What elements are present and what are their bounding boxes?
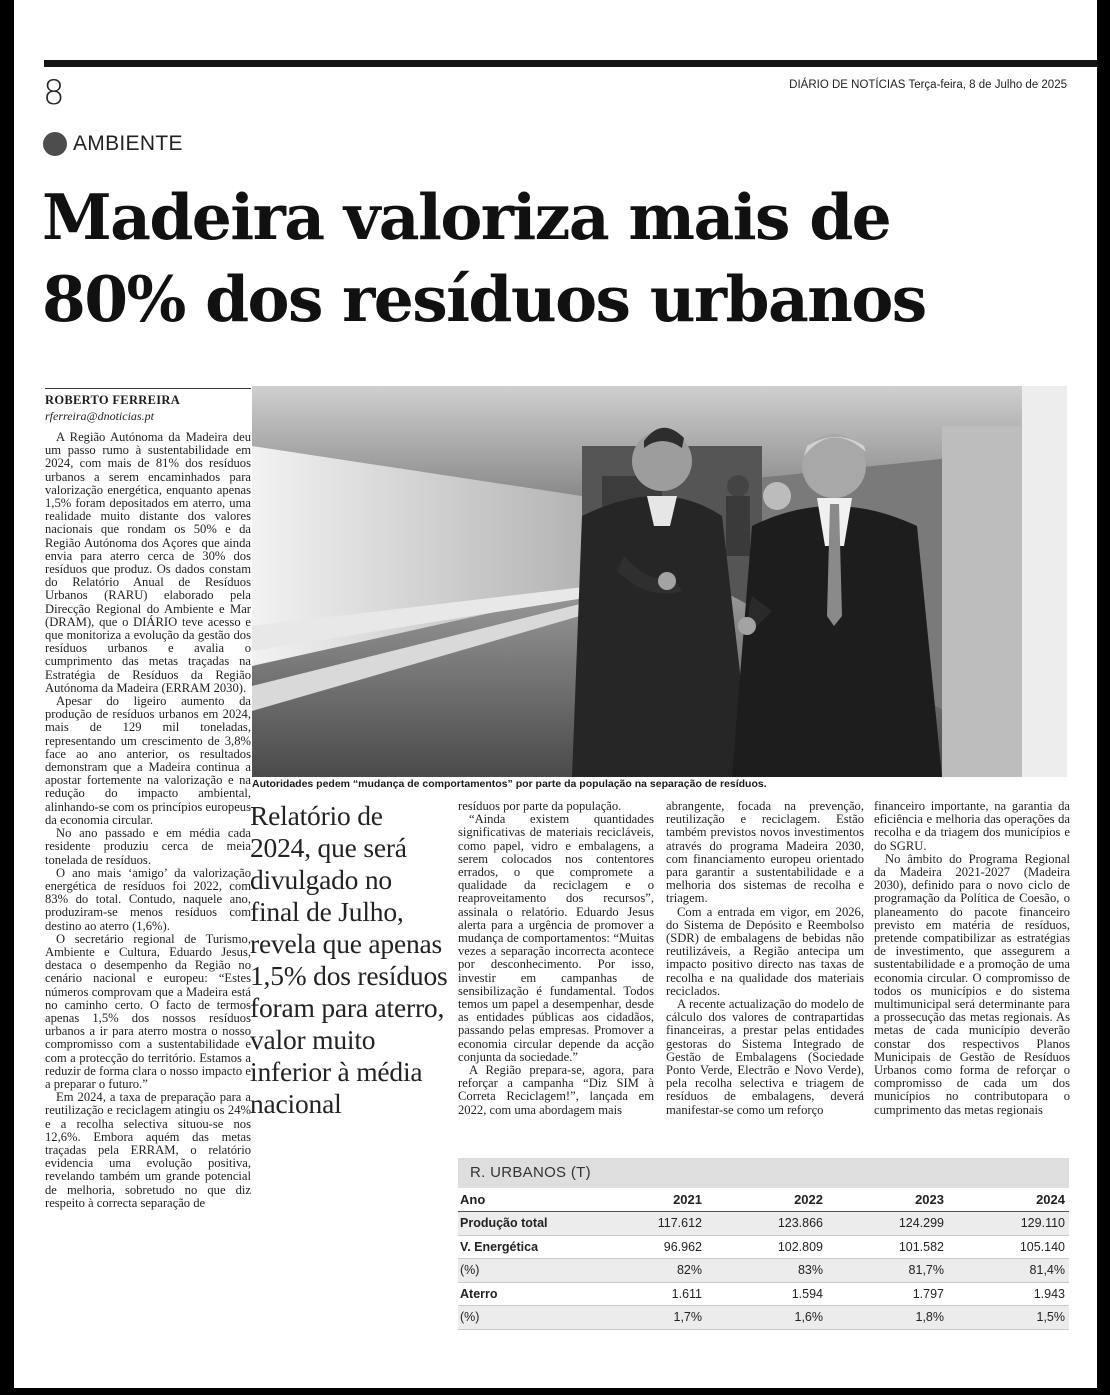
table-cell: 1.611 bbox=[671, 1286, 702, 1301]
table-cell: 83% bbox=[797, 1263, 823, 1278]
table-cell: (%) bbox=[460, 1263, 480, 1278]
table-cell: 82% bbox=[676, 1263, 702, 1278]
table-header-cell: 2022 bbox=[794, 1192, 823, 1207]
section-name: AMBIENTE bbox=[73, 132, 183, 155]
data-table bbox=[458, 1188, 1069, 1330]
table-cell: 81,7% bbox=[908, 1263, 944, 1278]
table-cell: 1.943 bbox=[1033, 1286, 1065, 1301]
table-cell: Produção total bbox=[460, 1216, 548, 1231]
table-header-cell: 2023 bbox=[915, 1192, 944, 1207]
paragraph: A Região prepara-se, agora, para reforçar a campanha “Diz SIM à Correta Reciclagem!”, lançada em 2022, com uma abordagem mais bbox=[458, 1063, 654, 1117]
paragraph: Em 2024, a taxa de preparação para a reutilização e reciclagem atingiu os 24% e a recolha selectiva situou-se nos 12,6%. Embora aquém das metas traçadas pela ERRAM, o relatório evidencia uma evolução positiva, revelando também um grande potencial de melhoria, sobretudo no que diz respeito à correcta separação de bbox=[45, 1090, 251, 1210]
paragraph: abrangente, focada na prevenção, reutilização e reciclagem. Estão também previstos novos investimentos através do programa Madeira 2030, com financiamento europeu orientado para garantir a sustentabilidade e a melhoria dos sistemas de recolha e triagem. bbox=[666, 799, 864, 906]
table-header-cell: 2024 bbox=[1036, 1192, 1065, 1207]
paragraph: No âmbito do Programa Regional da Madeira 2021-2027 (Madeira 2030), definido para o novo ciclo de programação da Política de Coesão, o planeamento do pacote financeiro previsto em matéria de resíduos, pretende compatibilizar as estratégias de investimento, que assegurem a sustentabilidade e a promoção de uma economia circular. O compromisso de todos os municípios e do sistema multimunicipal será determinante para a prossecução das metas regionais. As metas de cada município deverão constar dos respectivos Planos Municipais de Gestão de Resíduos Urbanos como forma de reforçar o compromisso de cada um dos municípios no contributopara o cumprimento das metas regionais bbox=[874, 851, 1070, 1117]
paragraph: O ano mais ‘amigo’ da valorização energética de resíduos foi 2022, com 83% do total. Contudo, naquele ano, produziram-se menos resíduos com destino ao aterro (1,6%). bbox=[45, 865, 251, 933]
article-column-3 bbox=[458, 800, 654, 1117]
table-cell: 1.594 bbox=[791, 1286, 823, 1301]
headline bbox=[42, 176, 1097, 340]
pull-quote: Relatório de 2024, que será divulgado no final de Julho, revela que apenas 1,5% dos resíduos foram para aterro, valor muito inferior à média nacional bbox=[250, 800, 448, 1119]
table-cell: 101.582 bbox=[898, 1239, 944, 1254]
table-title: R. URBANOS (T) bbox=[458, 1158, 1069, 1188]
table-cell: 1,6% bbox=[794, 1310, 823, 1325]
section-dot-icon bbox=[43, 132, 67, 156]
table-cell: 1,7% bbox=[673, 1310, 702, 1325]
table-cell: Aterro bbox=[460, 1286, 498, 1301]
paragraph: Apesar do ligeiro aumento da produção de resíduos urbanos em 2024, mais de 129 mil toneladas, representando um crescimento de 3,8% face ao ano anterior, os resultados demonstram que a Madeira continua a apostar fortemente na valorização e na redução do impacto ambiental, alinhando-se com os princípios europeus da economia circular. bbox=[45, 694, 251, 827]
table-row bbox=[458, 1235, 1069, 1259]
byline: ROBERTO FERREIRA bbox=[45, 393, 181, 407]
table-row bbox=[458, 1212, 1069, 1236]
headline-line: Madeira valoriza mais de bbox=[42, 180, 891, 254]
table-cell: 1,5% bbox=[1036, 1310, 1065, 1325]
table-header-row bbox=[458, 1188, 1069, 1212]
article-photo bbox=[252, 386, 1067, 777]
paragraph: O secretário regional de Turismo, Ambiente e Cultura, Eduardo Jesus, destaca o desempenho da Região no cenário nacional e europeu: “Estes números comprovam que a Madeira está no caminho certo. O facto de termos apenas 1,5% dos nossos resíduos urbanos a ir para aterro mostra o nosso compromisso com a sustentabilidade e com a protecção do território. Estamos a reduzir de forma clara o nosso impacto e a preparar o futuro.” bbox=[45, 931, 251, 1091]
section-label bbox=[43, 132, 183, 156]
table-cell: 1,8% bbox=[915, 1310, 944, 1325]
table-row bbox=[458, 1259, 1069, 1283]
masthead: DIÁRIO DE NOTÍCIAS Terça-feira, 8 de Julho de 2025 bbox=[789, 79, 1067, 91]
table-cell: 96.962 bbox=[663, 1239, 702, 1254]
table-cell: 123.866 bbox=[777, 1216, 823, 1231]
paragraph: No ano passado e em média cada residente produziu cerca de meia tonelada de resíduos. bbox=[45, 826, 251, 867]
paragraph: A recente actualização do modelo de cálculo dos valores de contrapartidas financeiras, a prestar pelas entidades gestoras do Sistema Integrado de Gestão de Embalagens (Sociedade Ponto Verde, Electrão e Novo Verde), pela recolha selectiva e triagem de resíduos de embalagens, deverá manifestar-se como um reforço bbox=[666, 997, 864, 1117]
table-header-cell: Ano bbox=[460, 1192, 486, 1207]
page-number: 8 bbox=[43, 73, 65, 113]
table-header-cell: 2021 bbox=[673, 1192, 702, 1207]
paragraph: financeiro importante, na garantia da eficiência e melhoria das operações da recolha e da triagem dos municípios e do SGRU. bbox=[874, 799, 1070, 853]
table-cell: 1.797 bbox=[912, 1286, 944, 1301]
paragraph: “Ainda existem quantidades significativas de materiais recicláveis, como papel, vidro e embalagens, a serem colocados nos contentores errados, o que compromete a qualidade da reciclagem e o reaproveitamento dos recursos”, assinala o relatório. Eduardo Jesus alerta para a urgência de promover a mudança de comportamentos: “Muitas vezes a separação incorrecta acontece por desconhecimento. Por isso, investir em campanhas de sensibilização é fundamental. Todos temos um papel a desempenhar, desde as entidades públicas aos cidadãos, passando pelas empresas. Promover a economia circular depende da acção conjunta da sociedade.” bbox=[458, 812, 654, 1064]
table-row bbox=[458, 1306, 1069, 1330]
table-cell: 105.140 bbox=[1019, 1239, 1065, 1254]
paragraph: A Região Autónoma da Madeira deu um passo rumo à sustentabilidade em 2024, com mais de 81% dos resíduos urbanos a serem encaminhados para valorização energética, enquanto apenas 1,5% foram depositados em aterro, uma realidade muito distante dos valores nacionais que rondam os 50% e da Região Autónoma dos Açores que ainda envia para aterro cerca de 30% dos resíduos que produz. Os dados constam do Relatório Anual de Resíduos Urbanos (RARU) elaborado pela Direcção Regional do Ambiente e Mar (DRAM), que o DIÁRIO teve acesso e que monitoriza a evolução da gestão dos resíduos urbanos e avalia o cumprimento das metas traçadas na Estratégia de Resíduos da Região Autónoma da Madeira (ERRAM 2030). bbox=[45, 430, 251, 695]
article-column-1 bbox=[45, 431, 251, 1210]
table-cell: 117.612 bbox=[657, 1216, 702, 1231]
table-cell: (%) bbox=[460, 1310, 480, 1325]
data-table-box bbox=[458, 1158, 1069, 1332]
headline-line: 80% dos resíduos urbanos bbox=[42, 262, 926, 336]
newspaper-page bbox=[14, 0, 1097, 1388]
table-cell: 124.299 bbox=[898, 1216, 944, 1231]
top-rule bbox=[44, 60, 1097, 67]
paragraph: resíduos por parte da população. bbox=[458, 799, 622, 813]
author-email: rferreira@dnoticias.pt bbox=[45, 409, 154, 423]
table-cell: 81,4% bbox=[1029, 1263, 1065, 1278]
article-column-4 bbox=[666, 800, 864, 1117]
photo-illustration bbox=[252, 386, 1067, 777]
article-column-5 bbox=[874, 800, 1070, 1117]
photo-caption: Autoridades pedem “mudança de comportamentos” por parte da população na separação de resíduos. bbox=[252, 778, 767, 790]
paragraph: Com a entrada em vigor, em 2026, do Sistema de Depósito e Reembolso (SDR) de embalagens de bebidas não reutilizáveis, a Região antecipa um impacto positivo directo nas taxas de recolha e na qualidade dos materiais reciclados. bbox=[666, 904, 864, 998]
table-cell: 102.809 bbox=[777, 1239, 823, 1254]
byline-rule bbox=[45, 388, 251, 389]
table-cell: 129.110 bbox=[1020, 1216, 1065, 1231]
table-cell: V. Energética bbox=[460, 1239, 539, 1254]
table-row bbox=[458, 1282, 1069, 1306]
